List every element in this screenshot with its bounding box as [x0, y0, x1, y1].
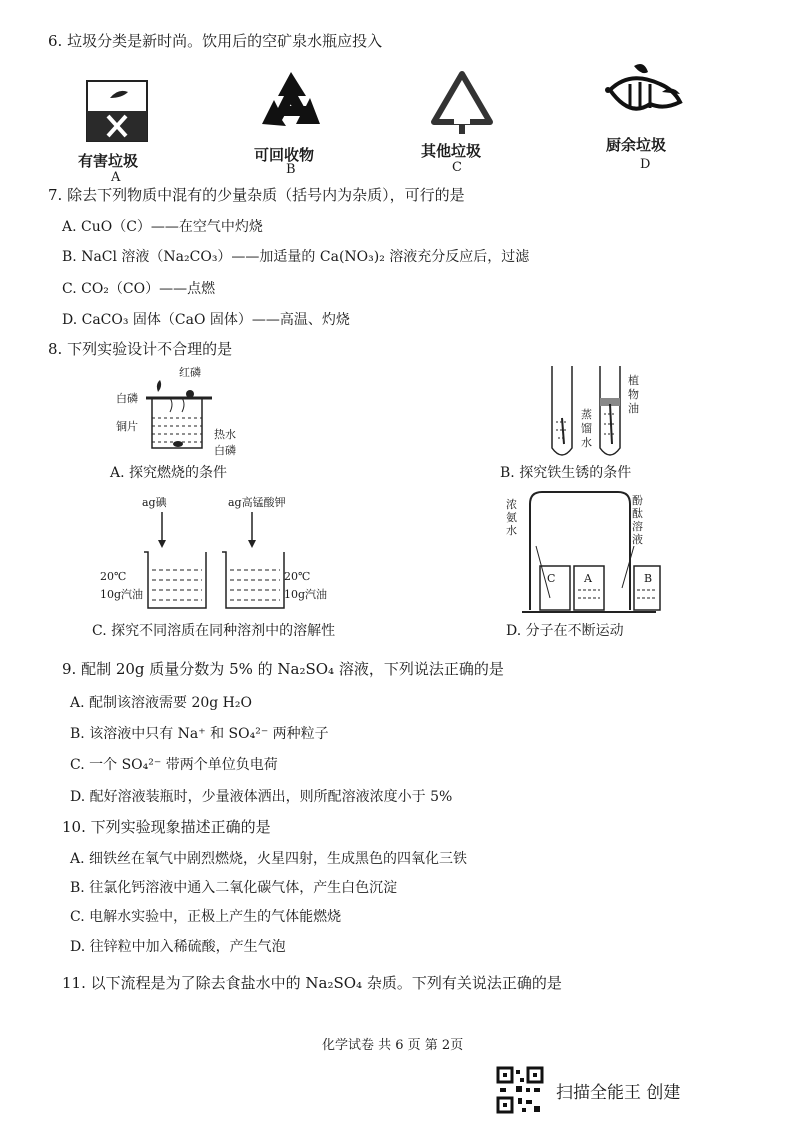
hazardous-waste-icon [86, 80, 148, 142]
label-red-phosphorus: 红磷 [179, 366, 201, 379]
q9-option-d: D. 配好溶液装瓶时，少量液体洒出，则所配溶液浓度小于 5% [70, 789, 453, 805]
label-solvent-2: 10g汽油 [284, 588, 328, 601]
label-copper-plate: 铜片 [116, 420, 138, 433]
bin-c-caption: 其他垃圾 [421, 142, 482, 160]
q11-stem: 11. 以下流程是为了除去食盐水中的 Na₂SO₄ 杂质。下列有关说法正确的是 [62, 974, 562, 992]
q6-stem: 6. 垃圾分类是新时尚。饮用后的空矿泉水瓶应投入 [48, 32, 383, 50]
combustion-apparatus [140, 372, 220, 454]
kitchen-waste-icon [600, 60, 686, 124]
bin-c-letter: C [452, 160, 462, 175]
label-vegetable-oil: 植 物 油 [628, 374, 639, 415]
qr-code-icon [496, 1066, 544, 1114]
label-white-phosphorus-bottom: 白磷 [214, 444, 236, 457]
bin-d-letter: D [640, 157, 651, 172]
label-solvent-1: 10g汽油 [100, 588, 144, 601]
q10-option-d: D. 往锌粒中加入稀硫酸，产生气泡 [70, 939, 286, 955]
q10-stem: 10. 下列实验现象描述正确的是 [62, 818, 271, 836]
bin-b-letter: B [286, 162, 296, 177]
q9-option-c: C. 一个 SO₄²⁻ 带两个单位负电荷 [70, 757, 278, 773]
beaker-label-c: C [547, 572, 556, 585]
q8-stem: 8. 下列实验设计不合理的是 [48, 340, 233, 358]
bin-a-caption: 有害垃圾 [78, 152, 139, 170]
q8-caption-c: C. 探究不同溶质在同种溶剂中的溶解性 [92, 623, 336, 639]
q7-option-b: B. NaCl 溶液（Na₂CO₃）——加适量的 Ca(NO₃)₂ 溶液充分反应后，过滤 [62, 249, 530, 265]
label-temp-1: 20℃ [100, 570, 127, 583]
bin-b-caption: 可回收物 [254, 146, 315, 164]
q8-caption-d: D. 分子在不断运动 [506, 623, 624, 639]
recyclable-icon [256, 70, 326, 138]
page-footer: 化学试卷 共 6 页 第 2页 [322, 1038, 464, 1053]
q7-option-c: C. CO₂（CO）——点燃 [62, 281, 216, 297]
q7-stem: 7. 除去下列物质中混有的少量杂质（括号内为杂质），可行的是 [48, 186, 465, 204]
label-distilled-water: 蒸 馏 水 [581, 408, 592, 449]
bin-a-letter: A [111, 170, 121, 185]
q8-caption-a: A. 探究燃烧的条件 [110, 465, 228, 481]
label-phenolphthalein: 酚 酞 溶 液 [632, 494, 643, 546]
q9-option-a: A. 配制该溶液需要 20g H₂O [70, 695, 252, 711]
scanner-watermark: 扫描全能王 创建 [556, 1083, 681, 1103]
label-iodine: ag碘 [142, 496, 167, 509]
label-hot-water: 热水 [214, 428, 236, 441]
label-concentrated-ammonia: 浓 氨 水 [506, 498, 517, 537]
q9-option-b: B. 该溶液中只有 Na⁺ 和 SO₄²⁻ 两种粒子 [70, 726, 329, 742]
q10-option-b: B. 往氯化钙溶液中通入二氧化碳气体，产生白色沉淀 [70, 880, 398, 896]
label-potassium-permanganate: ag高锰酸钾 [228, 496, 286, 509]
q7-option-d: D. CaCO₃ 固体（CaO 固体）——高温、灼烧 [62, 312, 350, 328]
label-white-phosphorus-top: 白磷 [116, 392, 138, 405]
beaker-label-a: A [584, 572, 592, 585]
q9-stem: 9. 配制 20g 质量分数为 5% 的 Na₂SO₄ 溶液，下列说法正确的是 [62, 660, 504, 678]
other-waste-icon [430, 70, 494, 134]
bin-d-caption: 厨余垃圾 [606, 136, 667, 154]
q8-caption-b: B. 探究铁生锈的条件 [500, 465, 632, 481]
label-temp-2: 20℃ [284, 570, 311, 583]
q10-option-c: C. 电解水实验中，正极上产生的气体能燃烧 [70, 909, 342, 925]
q7-option-a: A. CuO（C）——在空气中灼烧 [62, 219, 263, 235]
q10-option-a: A. 细铁丝在氧气中剧烈燃烧，火星四射，生成黑色的四氧化三铁 [70, 851, 468, 867]
beaker-label-b: B [644, 572, 653, 585]
